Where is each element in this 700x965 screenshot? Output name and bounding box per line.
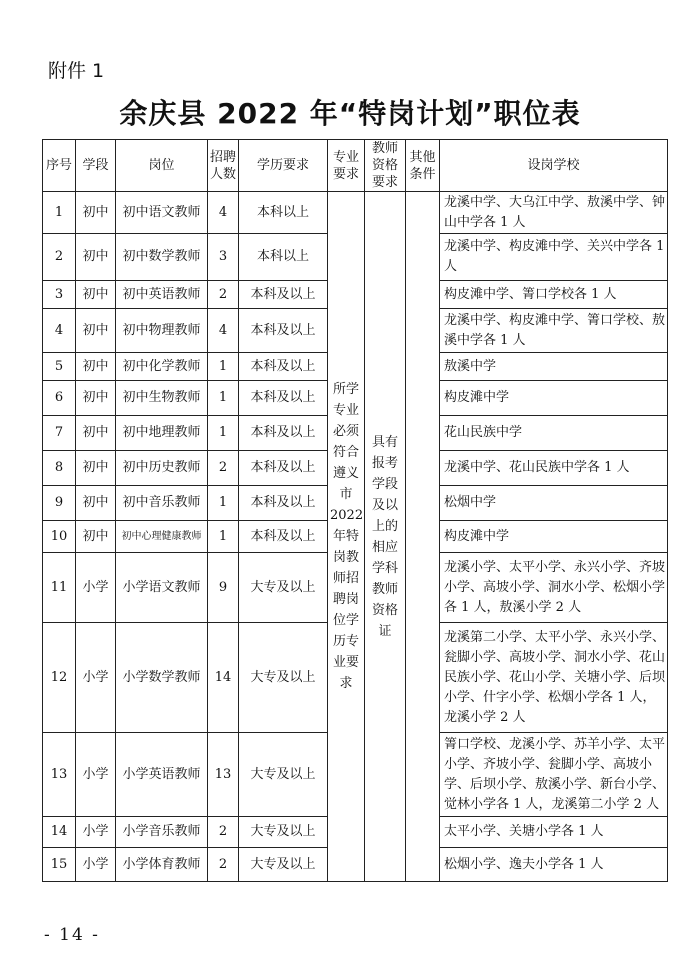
cell-education: 本科及以上: [239, 281, 328, 309]
attachment-label: 附件 1: [48, 60, 105, 82]
cell-seq: 8: [43, 451, 76, 486]
cell-level: 小学: [76, 848, 116, 882]
cell-education: 本科以上: [239, 234, 328, 281]
cell-education: 本科及以上: [239, 486, 328, 521]
cell-level: 初中: [76, 486, 116, 521]
header-major: 专业要求: [328, 140, 365, 192]
cell-count: 13: [208, 733, 239, 817]
cell-position: 初中化学教师: [116, 353, 208, 381]
cell-count: 4: [208, 192, 239, 234]
cell-count: 1: [208, 381, 239, 416]
header-certificate: 教师资格要求: [365, 140, 406, 192]
header-seq: 序号: [43, 140, 76, 192]
cell-level: 初中: [76, 353, 116, 381]
cell-seq: 11: [43, 553, 76, 623]
cell-position: 初中音乐教师: [116, 486, 208, 521]
cell-level: 初中: [76, 309, 116, 353]
cell-count: 9: [208, 553, 239, 623]
cell-schools: 松烟小学、逸夫小学各 1 人: [440, 848, 668, 882]
cell-seq: 1: [43, 192, 76, 234]
cell-schools: 龙溪第二小学、太平小学、永兴小学、瓮脚小学、高坡小学、洞水小学、花山民族小学、花山小学、关塘小学、后坝小学、什字小学、松烟小学各 1 人，龙溪小学 2 人: [440, 623, 668, 733]
cell-position: 小学语文教师: [116, 553, 208, 623]
cell-count: 3: [208, 234, 239, 281]
cell-education: 大专及以上: [239, 623, 328, 733]
header-other: 其他条件: [406, 140, 440, 192]
other-conditions: [406, 192, 440, 882]
cell-position: 初中生物教师: [116, 381, 208, 416]
cell-position: 小学体育教师: [116, 848, 208, 882]
cell-education: 大专及以上: [239, 553, 328, 623]
cell-position: 初中地理教师: [116, 416, 208, 451]
position-table: [42, 139, 668, 882]
cell-level: 初中: [76, 451, 116, 486]
table-row: [43, 192, 668, 234]
cell-education: 本科及以上: [239, 521, 328, 553]
cell-schools: 龙溪中学、构皮滩中学、关兴中学各 1 人: [440, 234, 668, 281]
cell-position: 初中历史教师: [116, 451, 208, 486]
cell-count: 2: [208, 451, 239, 486]
cell-position: 小学英语教师: [116, 733, 208, 817]
header-education: 学历要求: [239, 140, 328, 192]
cell-schools: 花山民族中学: [440, 416, 668, 451]
cell-level: 小学: [76, 733, 116, 817]
cell-level: 初中: [76, 281, 116, 309]
cell-seq: 3: [43, 281, 76, 309]
table-body: [43, 192, 668, 882]
major-requirement: 所学专业必须符合遵义市2022年特岗教师招聘岗位学历专业要求: [328, 192, 365, 882]
cell-seq: 10: [43, 521, 76, 553]
cell-position: 初中物理教师: [116, 309, 208, 353]
document-title: 余庆县 2022 年“特岗计划”职位表: [119, 97, 581, 130]
certificate-requirement: 具有报考学段及以上的相应学科教师资格证: [365, 192, 406, 882]
cell-level: 小学: [76, 553, 116, 623]
cell-education: 大专及以上: [239, 733, 328, 817]
cell-count: 1: [208, 416, 239, 451]
cell-level: 初中: [76, 234, 116, 281]
cell-education: 本科以上: [239, 192, 328, 234]
cell-count: 14: [208, 623, 239, 733]
cell-position: 初中英语教师: [116, 281, 208, 309]
cell-education: 本科及以上: [239, 309, 328, 353]
cell-level: 小学: [76, 817, 116, 848]
cell-schools: 敖溪中学: [440, 353, 668, 381]
cell-schools: 构皮滩中学、箐口学校各 1 人: [440, 281, 668, 309]
cell-seq: 13: [43, 733, 76, 817]
cell-education: 本科及以上: [239, 353, 328, 381]
cell-seq: 4: [43, 309, 76, 353]
cell-schools: 龙溪中学、构皮滩中学、箐口学校、敖溪中学各 1 人: [440, 309, 668, 353]
cell-count: 1: [208, 486, 239, 521]
cell-count: 1: [208, 521, 239, 553]
cell-count: 1: [208, 353, 239, 381]
page-number: - 14 -: [44, 925, 100, 945]
cell-level: 初中: [76, 416, 116, 451]
cell-seq: 14: [43, 817, 76, 848]
cell-schools: 松烟中学: [440, 486, 668, 521]
cell-count: 2: [208, 817, 239, 848]
cell-schools: 箐口学校、龙溪小学、苏羊小学、太平小学、齐坡小学、瓮脚小学、高坡小学、后坝小学、敖溪小学、新台小学、觉林小学各 1 人，龙溪第二小学 2 人: [440, 733, 668, 817]
header-schools: 设岗学校: [440, 140, 668, 192]
table-header-row: [43, 140, 668, 192]
cell-schools: 构皮滩中学: [440, 381, 668, 416]
cell-level: 初中: [76, 381, 116, 416]
cell-level: 初中: [76, 192, 116, 234]
cell-seq: 12: [43, 623, 76, 733]
header-count: 招聘人数: [208, 140, 239, 192]
cell-schools: 太平小学、关塘小学各 1 人: [440, 817, 668, 848]
cell-level: 小学: [76, 623, 116, 733]
cell-education: 本科及以上: [239, 381, 328, 416]
cell-position: 初中心理健康教师: [116, 521, 208, 553]
cell-seq: 2: [43, 234, 76, 281]
cell-education: 本科及以上: [239, 451, 328, 486]
cell-position: 小学数学教师: [116, 623, 208, 733]
cell-education: 本科及以上: [239, 416, 328, 451]
cell-education: 大专及以上: [239, 848, 328, 882]
cell-position: 初中语文教师: [116, 192, 208, 234]
cell-seq: 6: [43, 381, 76, 416]
cell-seq: 9: [43, 486, 76, 521]
cell-count: 4: [208, 309, 239, 353]
cell-seq: 5: [43, 353, 76, 381]
cell-position: 初中数学教师: [116, 234, 208, 281]
cell-count: 2: [208, 281, 239, 309]
cell-education: 大专及以上: [239, 817, 328, 848]
cell-level: 初中: [76, 521, 116, 553]
cell-count: 2: [208, 848, 239, 882]
cell-schools: 龙溪中学、花山民族中学各 1 人: [440, 451, 668, 486]
cell-position: 小学音乐教师: [116, 817, 208, 848]
header-position: 岗位: [116, 140, 208, 192]
cell-seq: 7: [43, 416, 76, 451]
cell-seq: 15: [43, 848, 76, 882]
header-level: 学段: [76, 140, 116, 192]
cell-schools: 龙溪中学、大乌江中学、敖溪中学、钟山中学各 1 人: [440, 192, 668, 234]
cell-schools: 构皮滩中学: [440, 521, 668, 553]
cell-schools: 龙溪小学、太平小学、永兴小学、齐坡小学、高坡小学、洞水小学、松烟小学各 1 人，敖溪小学 2 人: [440, 553, 668, 623]
